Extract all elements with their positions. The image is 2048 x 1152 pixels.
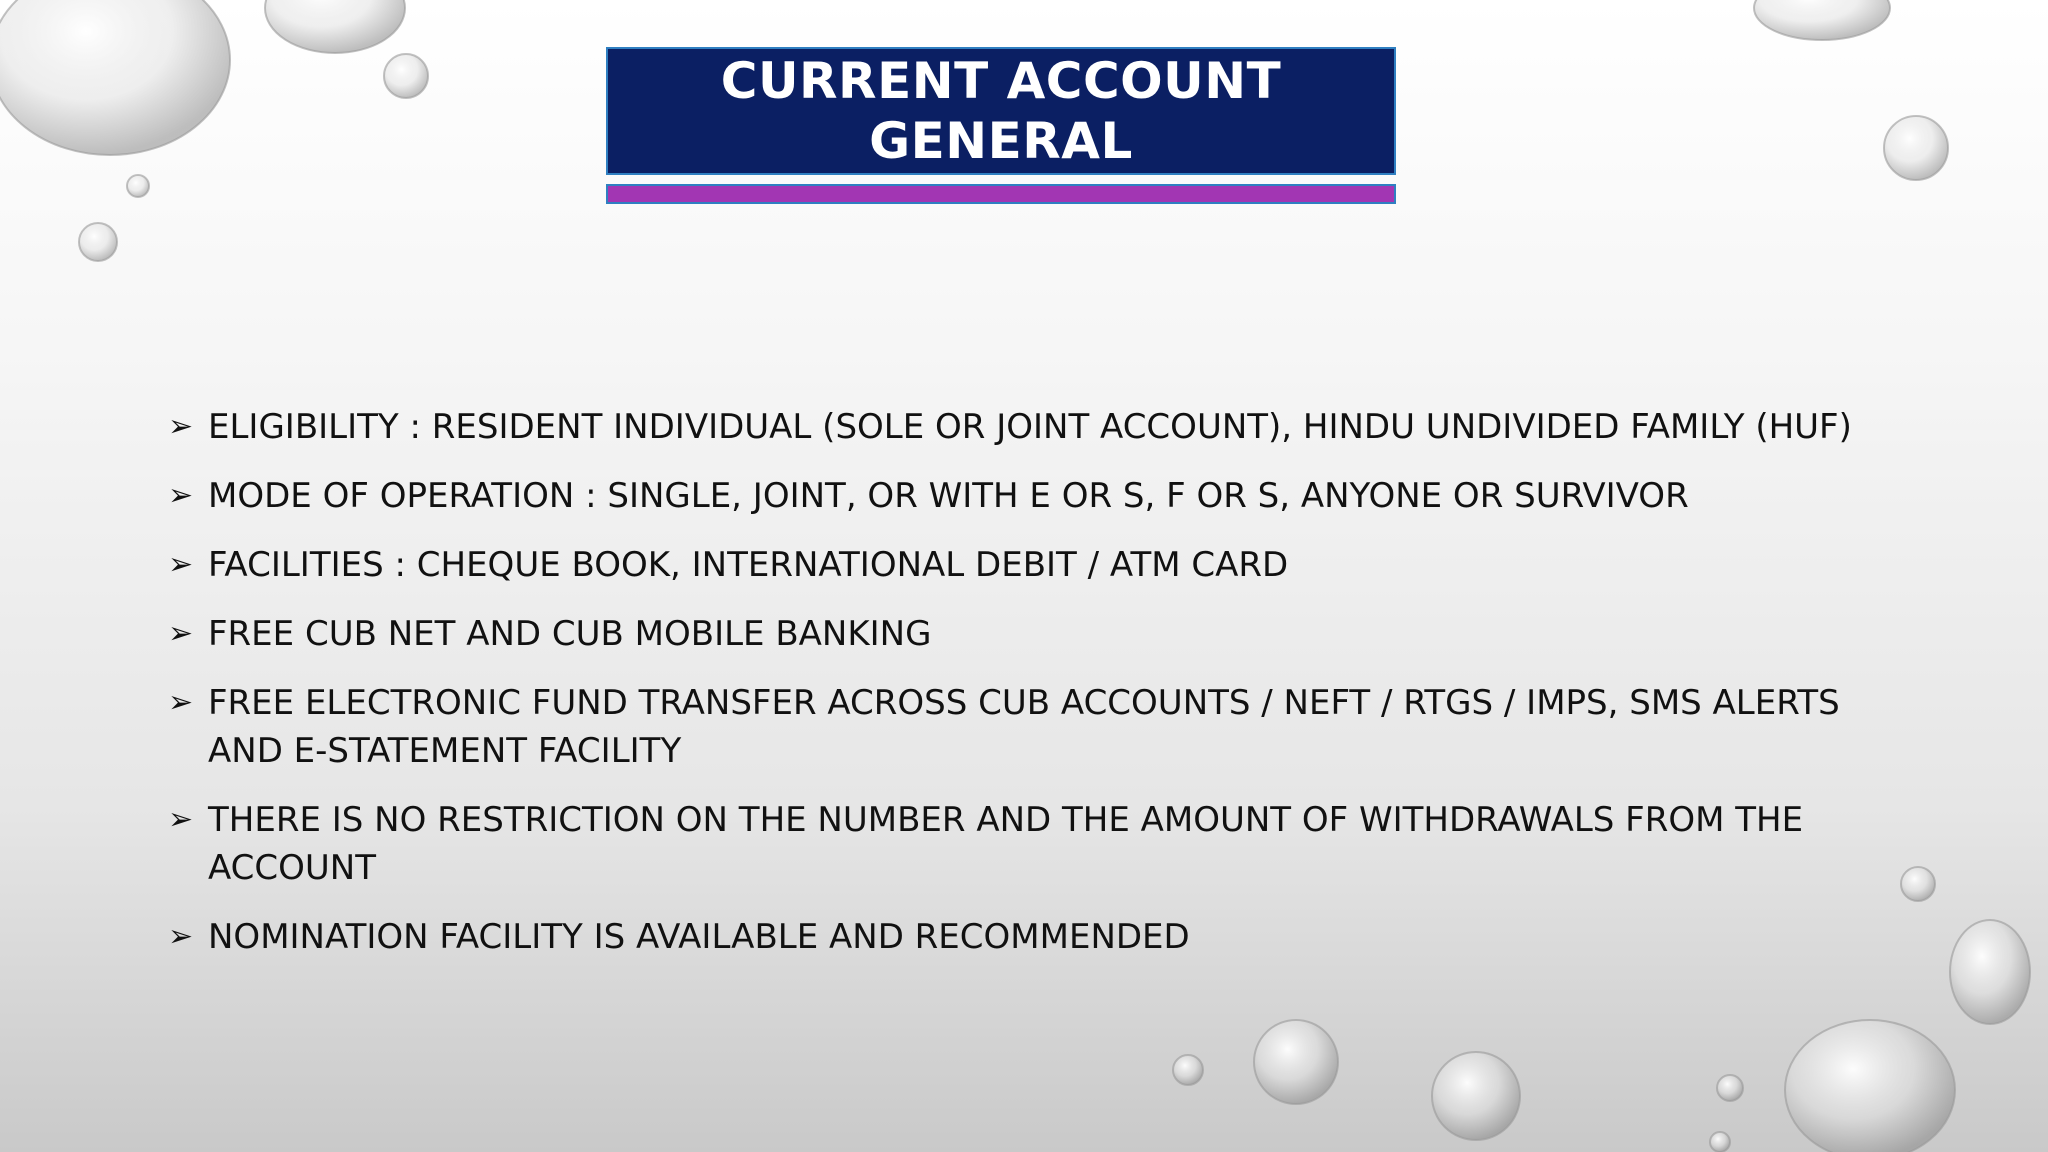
drop xyxy=(384,54,428,98)
accent-bar xyxy=(606,184,1396,204)
drop xyxy=(79,223,117,261)
bullet-item-mobile-banking xyxy=(168,610,1868,658)
bullet-text: MODE OF OPERATION : SINGLE, JOINT, OR WITH E OR S, F OR S, ANYONE OR SURVIVOR xyxy=(208,476,1689,516)
bullet-item-facilities xyxy=(168,541,1868,589)
drop xyxy=(1432,1052,1520,1140)
drop xyxy=(1173,1055,1203,1085)
arrow-bullet-icon: ➢ xyxy=(168,919,194,954)
bullet-item-mode-of-operation xyxy=(168,472,1868,520)
bullet-item-eligibility xyxy=(168,403,1868,451)
bullet-text: THERE IS NO RESTRICTION ON THE NUMBER AND THE AMOUNT OF WITHDRAWALS FROM THE ACCOUNT xyxy=(208,800,1804,888)
title-box xyxy=(606,47,1396,175)
drop xyxy=(265,0,405,53)
drop xyxy=(1785,1020,1955,1152)
title-line-2: GENERAL xyxy=(869,112,1133,170)
drop xyxy=(1717,1075,1743,1101)
bullet-item-nomination xyxy=(168,913,1868,961)
bullet-list xyxy=(168,403,1868,982)
bullet-text: FREE ELECTRONIC FUND TRANSFER ACROSS CUB ACCOUNTS / NEFT / RTGS / IMPS, SMS ALERTS AND E-STATEMENT FACILITY xyxy=(208,683,1840,771)
drop xyxy=(1950,920,2030,1024)
drop xyxy=(1710,1132,1730,1152)
arrow-bullet-icon: ➢ xyxy=(168,478,194,513)
arrow-bullet-icon: ➢ xyxy=(168,409,194,444)
bullet-item-fund-transfer xyxy=(168,679,1868,775)
arrow-bullet-icon: ➢ xyxy=(168,547,194,582)
title-line-1: CURRENT ACCOUNT xyxy=(720,52,1282,110)
drop xyxy=(127,175,149,197)
arrow-bullet-icon: ➢ xyxy=(168,802,194,837)
arrow-bullet-icon: ➢ xyxy=(168,616,194,651)
drop xyxy=(1901,867,1935,901)
bullet-text: FREE CUB NET AND CUB MOBILE BANKING xyxy=(208,614,932,654)
drop xyxy=(1884,116,1948,180)
bullet-item-withdrawals xyxy=(168,796,1868,892)
bullet-text: FACILITIES : CHEQUE BOOK, INTERNATIONAL DEBIT / ATM CARD xyxy=(208,545,1289,585)
bullet-text: ELIGIBILITY : RESIDENT INDIVIDUAL (SOLE OR JOINT ACCOUNT), HINDU UNDIVIDED FAMILY (HUF) xyxy=(208,407,1852,447)
bullet-text: NOMINATION FACILITY IS AVAILABLE AND RECOMMENDED xyxy=(208,917,1190,957)
arrow-bullet-icon: ➢ xyxy=(168,685,194,720)
drop xyxy=(1754,0,1890,40)
drop xyxy=(0,0,230,155)
drop xyxy=(1254,1020,1338,1104)
